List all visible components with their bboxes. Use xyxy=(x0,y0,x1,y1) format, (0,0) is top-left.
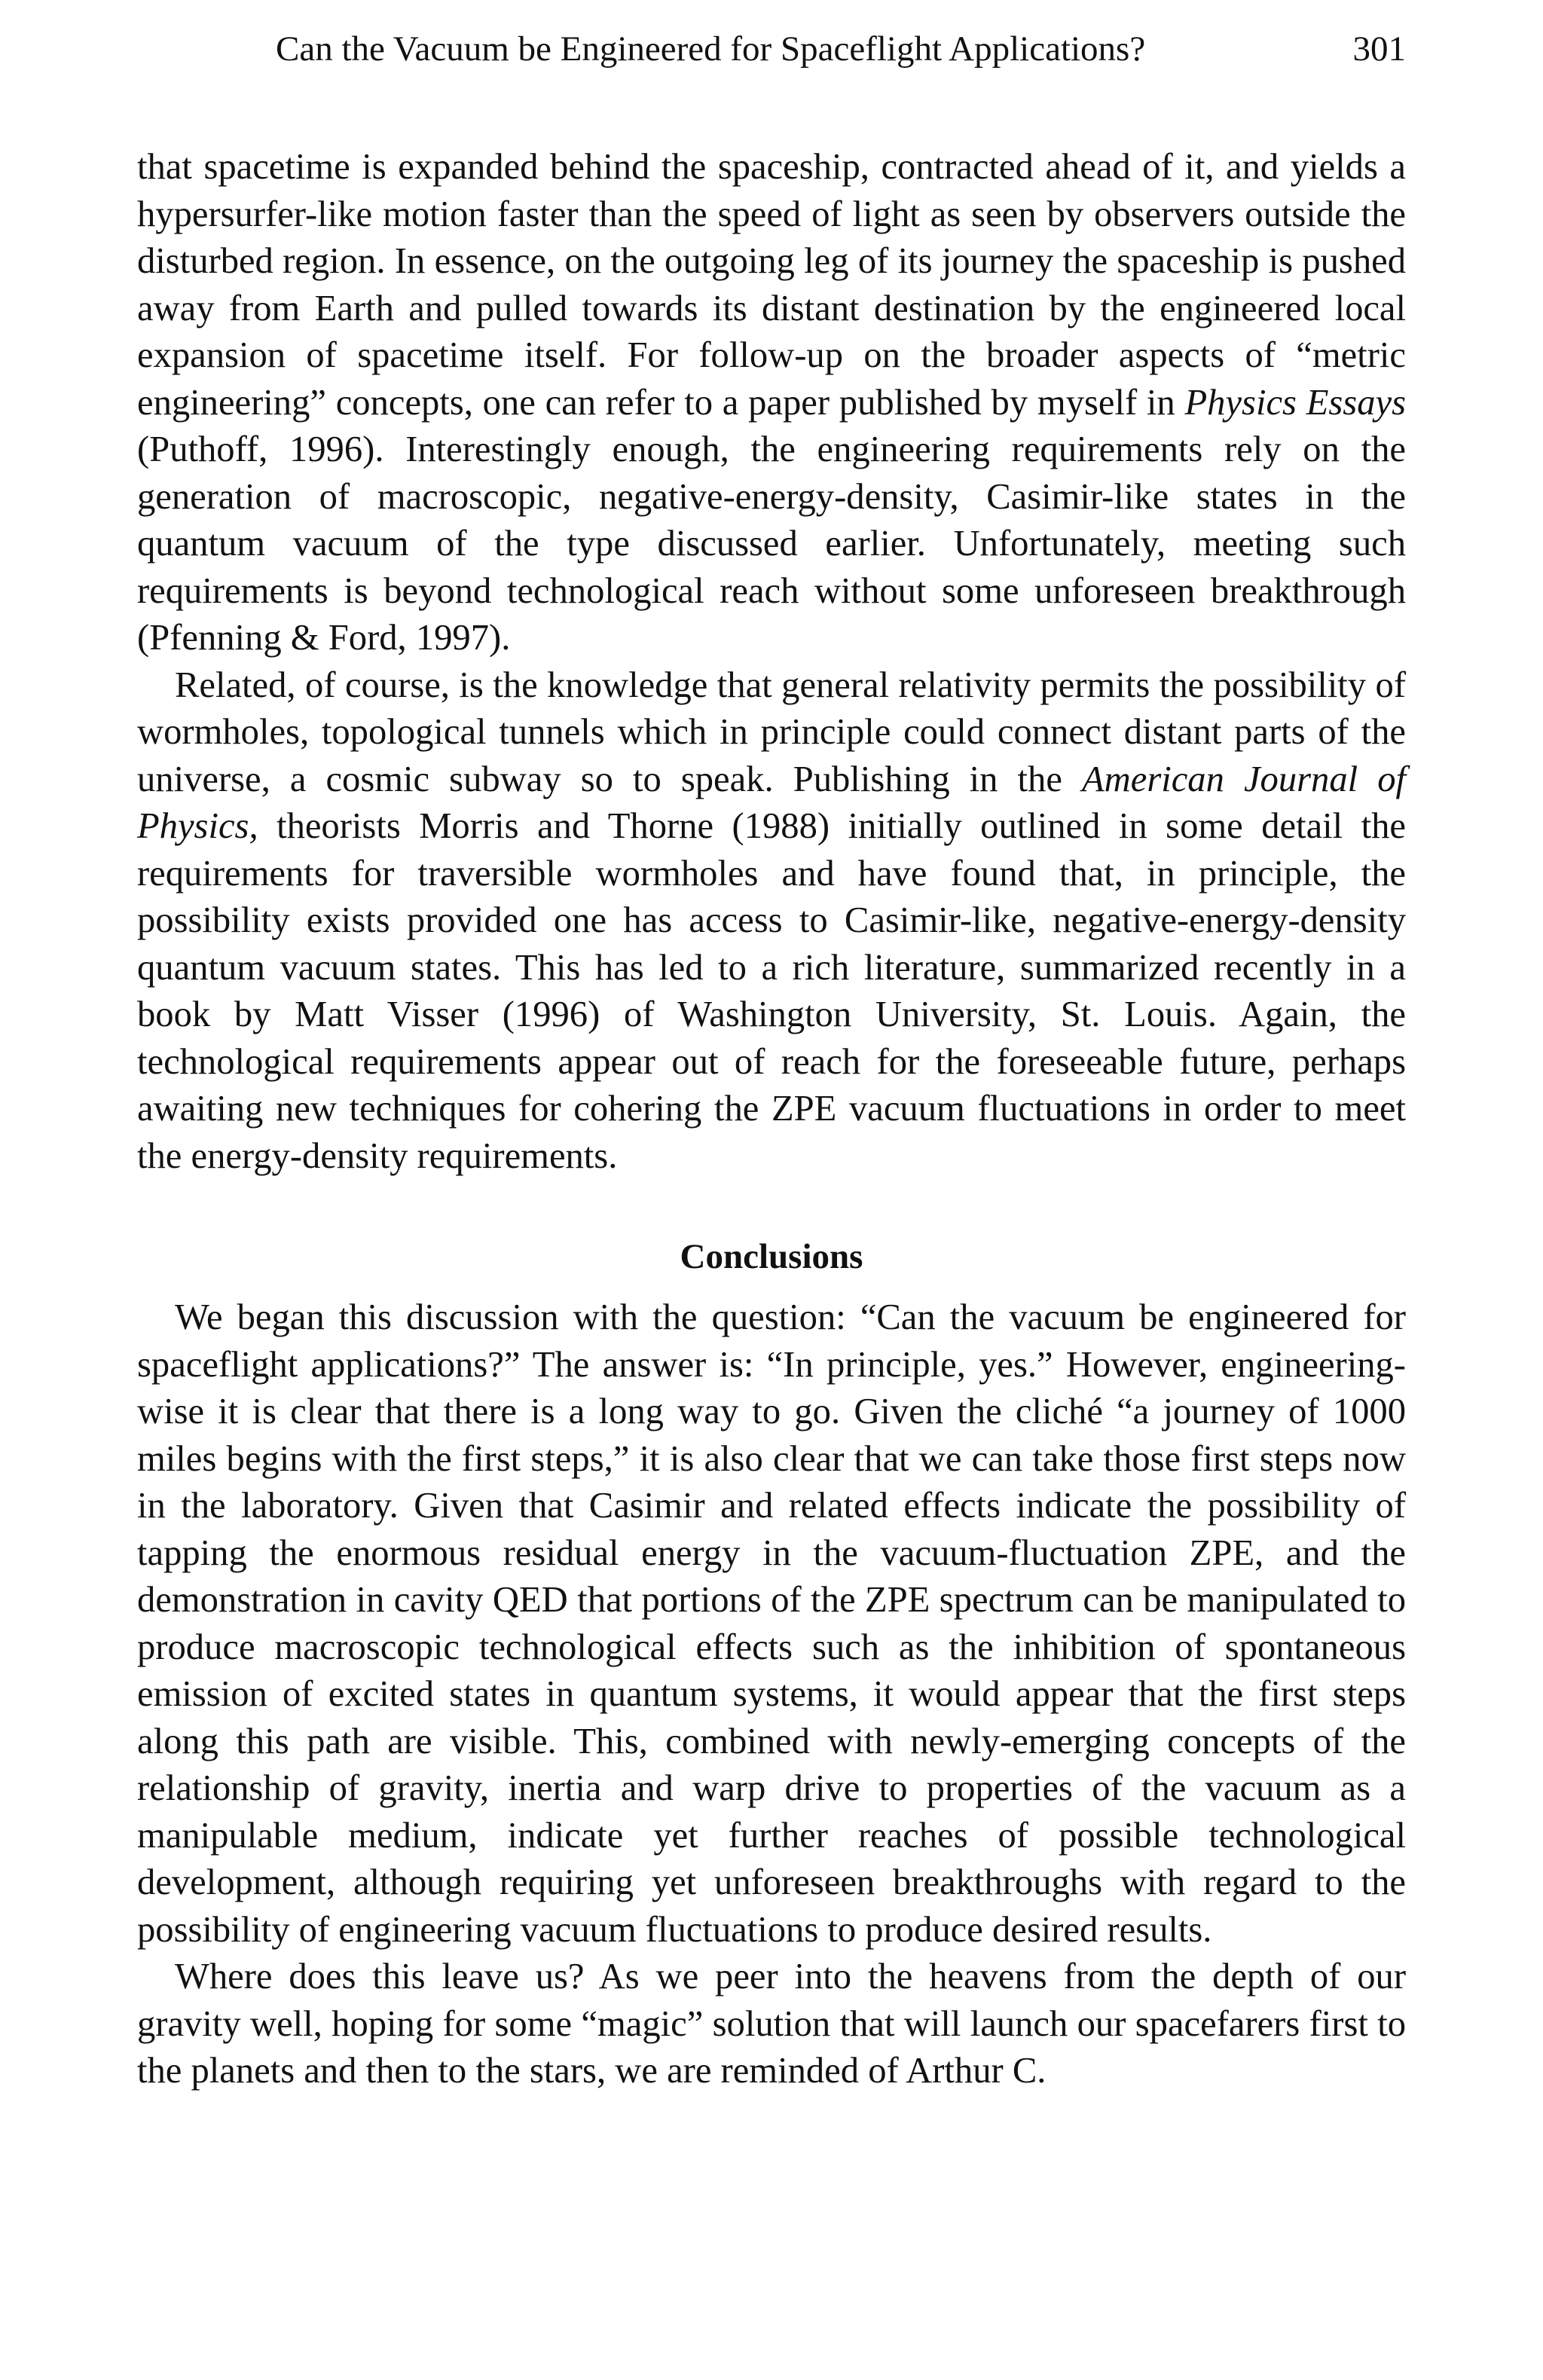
paragraph-warp-drive xyxy=(137,143,1406,661)
paragraph-final: Where does this leave us? As we peer into the heavens from the depth of our gravity well, hoping for some “magic” solution that will launch our spacefarers first to the planets and then to the stars, we are reminded of Arthur C. xyxy=(137,1956,1406,2091)
paragraph-text: (Puthoff, 1996). Interestingly enough, the engineering requirements rely on the generation of macroscopic, negative-energy-density, Casimir-like states in the quantum vacuum of the type discussed earlier. Unfortunately, meeting such requirements is beyond technological reach without some unforeseen breakthrough (Pfenning & Ford, 1997). xyxy=(137,429,1406,658)
paragraph-wormholes xyxy=(137,661,1406,1180)
running-header xyxy=(137,23,1406,75)
journal-title: American Journal of Physics, xyxy=(137,758,1406,846)
paragraph-text: Related, of course, is the knowledge that general relativity permits the possibility of wormholes, topological tunnels which in principle could connect distant parts of the universe, a cosmic subway so to speak. Publishing in the xyxy=(137,664,1406,799)
paragraph-conclusions: We began this discussion with the question: “Can the vacuum be engineered for spaceflight applications?” The answer is: “In principle, yes.” However, engineering-wise it is clear that there is a long way to go. Given the cliché “a journey of 1000 miles begins with the first steps,” it is also clear that we can take those first steps now in the laboratory. Given that Casimir and related effects indicate the possibility of tapping the enormous residual energy in the vacuum-fluctuation ZPE, and the demonstration in cavity QED that portions of the ZPE spectrum can be manipulated to produce macroscopic technological effects such as the inhibition of spontaneous emission of excited states in quantum systems, it would appear that the first steps along this path are visible. This, combined with newly-emerging concepts of the relationship of gravity, inertia and warp drive to properties of the vacuum as a manipulable medium, indicate yet further reaches of possible technological development, although requiring yet unforeseen breakthroughs with regard to the possibility of engineering vacuum fluctuations to produce desired results. xyxy=(137,1297,1406,1950)
paragraph-text: theorists Morris and Thorne (1988) initially outlined in some detail the requirements for traversible wormholes and have found that, in principle, the possibility exists provided one has access to Casimir-like, negative-energy-density quantum vacuum states. This has led to a rich literature, summarized recently in a book by Matt Visser (1996) of Washington University, St. Louis. Again, the technological requirements appear out of reach for the foreseeable future, perhaps awaiting new techniques for cohering the ZPE vacuum fluctuations in order to meet the energy-density requirements. xyxy=(137,805,1406,1176)
running-title: Can the Vacuum be Engineered for Spaceflight Applications? xyxy=(276,29,1146,69)
journal-title: Physics Essays xyxy=(1184,381,1406,423)
document-page xyxy=(137,23,1406,2094)
body-text xyxy=(137,143,1406,2094)
section-heading-conclusions: Conclusions xyxy=(680,1237,863,1276)
page-number: 301 xyxy=(1352,29,1406,69)
paragraph-text: that spacetime is expanded behind the spaceship, contracted ahead of it, and yields a hypersurfer-like motion faster than the speed of light as seen by observers outside the disturbed region. In essence, on the outgoing leg of its journey the spaceship is pushed away from Earth and pulled towards its distant destination by the engineered local expansion of spacetime itself. For follow-up on the broader aspects of “metric engineering” concepts, one can refer to a paper published by myself in xyxy=(137,146,1406,423)
